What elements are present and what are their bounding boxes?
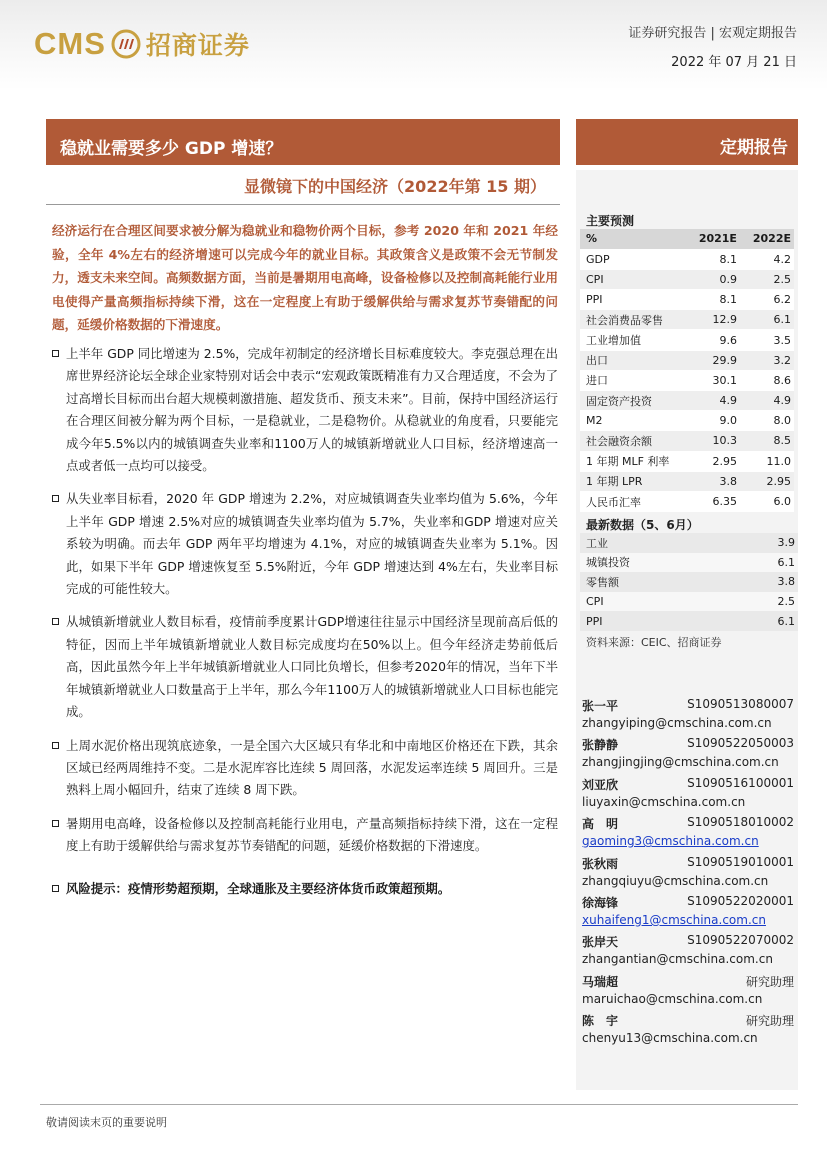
analyst-name: 高 明 <box>582 817 619 832</box>
table-row: 零售额 3.8 <box>580 572 798 592</box>
analyst-email: zhangantian@cmschina.com.cn <box>582 952 773 967</box>
summary-paragraph: 经济运行在合理区间要求被分解为稳就业和稳物价两个目标，参考 2020 年和 2021 年经验，全年 4%左右的经济增速可以完成今年的就业目标。其政策含义是政策不会无节制发力，透支未来空间。高频数据方面，当前是暑期用电高峰，设备检修以及控制高耗能行业用电使得产量高频指标持续下滑，这在一定程度上有助于缓解供给与需求复苏节奏错配的问题，延缓价格数据的下滑速度。 <box>52 223 558 333</box>
report-date: 2022 年 07 月 21 日 <box>671 55 797 70</box>
analyst-list <box>582 697 794 1052</box>
analyst-name: 张秋雨 <box>582 856 619 871</box>
analyst-name: 张静静 <box>582 738 619 753</box>
table-row: 社会融资余额 10.3 8.5 <box>580 431 794 451</box>
risk-warning: 风险提示：疫情形势超预期，全球通胀及主要经济体货币政策超预期。 <box>52 878 558 900</box>
forecast-table <box>580 229 794 512</box>
logo-emblem-icon <box>111 29 141 59</box>
analyst-email: zhangjingjing@cmschina.com.cn <box>582 755 779 770</box>
analyst-email: liuyaxin@cmschina.com.cn <box>582 794 746 809</box>
analyst-id: S1090522020001 <box>687 893 794 908</box>
analyst-email: chenyu13@cmschina.com.cn <box>582 1031 758 1046</box>
table-row: 1 年期 MLF 利率 2.95 11.0 <box>580 451 794 471</box>
analyst-entry <box>582 697 794 736</box>
table-row: 城镇投资 6.1 <box>580 553 798 573</box>
analyst-entry <box>582 736 794 775</box>
table-row: GDP 8.1 4.2 <box>580 249 794 269</box>
table-row: 出口 29.9 3.2 <box>580 350 794 370</box>
analyst-id: S1090516100001 <box>687 775 794 790</box>
analyst-id: S1090522070002 <box>687 933 794 948</box>
analyst-email: zhangqiuyu@cmschina.com.cn <box>582 873 769 888</box>
table-row: 人民币汇率 6.35 6.0 <box>580 491 794 511</box>
analyst-role: 研究助理 <box>745 974 794 989</box>
analyst-role: 研究助理 <box>745 1014 794 1029</box>
bullet-item: 从失业率目标看，2020 年 GDP 增速为 2.2%，对应城镇调查失业率均值为 5.6%，今年上半年 GDP 增速 2.5%对应的城镇调查失业率均值为 5.7%，失业率和GDP 增速对应关系较为明确。而去年 GDP 两年平均增速为 4.1%，对应的城镇调查失业率为 5.1%。因此，如果下半年 GDP 增速恢复至 5.5%附近，今年 GDP 增速达到 4%左右，失业率目标完成的可能性较大。 <box>52 488 558 600</box>
analyst-entry <box>582 1012 794 1051</box>
bullet-item: 上半年 GDP 同比增速为 2.5%，完成年初制定的经济增长目标难度较大。李克强总理在出席世界经济论坛全球企业家特别对话会中表示“宏观政策既精准有力又合理适度，不会为了过高增长目标而出台超大规模刺激措施、超发货币、预支未来”。目前，保持中国经济运行在合理区间被分解为两个目标，一是稳就业，二是稳物价。从稳就业的角度看，只要能完成今年5.5%以内的城镇调查失业率和1100万人的城镇新增就业人口目标，经济增速高一点或者低一点均可以接受。 <box>52 343 558 477</box>
footer-divider <box>40 1104 798 1105</box>
analyst-entry <box>582 815 794 854</box>
header-meta <box>628 22 797 70</box>
table-row: PPI 8.1 6.2 <box>580 290 794 310</box>
analyst-entry <box>582 776 794 815</box>
analyst-email: zhangyiping@cmschina.com.cn <box>582 716 772 730</box>
bullet-square-icon <box>52 885 59 892</box>
analyst-email: maruichao@cmschina.com.cn <box>582 991 763 1006</box>
table-row: 工业增加值 9.6 3.5 <box>580 330 794 350</box>
report-tag: 定期报告 <box>576 119 798 165</box>
analyst-name: 陈 宇 <box>582 1014 619 1029</box>
analyst-id: S1090518010002 <box>687 815 794 830</box>
title-divider <box>46 204 560 205</box>
logo-latin: CMS <box>34 26 106 61</box>
logo-chinese: 招商证券 <box>145 31 250 60</box>
table-row: 固定资产投资 4.9 4.9 <box>580 391 794 411</box>
table-row: 进口 30.1 8.6 <box>580 370 794 390</box>
analyst-id: S1090522050003 <box>687 736 794 751</box>
report-type: 证券研究报告 | 宏观定期报告 <box>628 26 797 41</box>
analyst-name: 徐海锋 <box>582 895 619 910</box>
table-row: 1 年期 LPR 3.8 2.95 <box>580 471 794 491</box>
analyst-id: S1090513080007 <box>687 697 794 711</box>
table-row: CPI 0.9 2.5 <box>580 269 794 289</box>
table-row: 社会消费品零售 12.9 6.1 <box>580 310 794 330</box>
analyst-id: S1090519010001 <box>687 854 794 869</box>
bullet-square-icon <box>52 618 59 625</box>
analyst-entry <box>582 973 794 1012</box>
analyst-entry <box>582 855 794 894</box>
analyst-name: 刘亚欣 <box>582 777 619 792</box>
data-source: 资料来源：CEIC、招商证券 <box>586 636 722 649</box>
table-row: CPI 2.5 <box>580 592 798 612</box>
bullet-square-icon <box>52 742 59 749</box>
analyst-entry <box>582 894 794 933</box>
bullet-square-icon <box>52 820 59 827</box>
company-logo <box>34 24 250 64</box>
footer-note: 敬请阅读末页的重要说明 <box>46 1116 167 1129</box>
bullet-square-icon <box>52 350 59 357</box>
forecast-title: 主要预测 <box>586 214 635 228</box>
bullet-list <box>52 343 558 911</box>
analyst-email-link[interactable]: xuhaifeng1@cmschina.com.cn <box>582 912 766 927</box>
report-title: 稳就业需要多少 GDP 增速？ <box>46 119 560 165</box>
analyst-name: 张一平 <box>582 699 619 713</box>
bullet-square-icon <box>52 495 59 502</box>
forecast-header-row: % 2021E 2022E <box>580 229 794 249</box>
analyst-name: 马瑞超 <box>582 974 619 989</box>
bullet-item: 从城镇新增就业人数目标看，疫情前季度累计GDP增速往往显示中国经济呈现前高后低的特征，因而上半年城镇新增就业人数目标完成度均在50%以上。但今年经济走势前低后高，因此虽然今年上半年城镇新增就业人口同比负增长，但参考2020年的情况，当年下半年城镇新增就业人口数量高于上半年，那么今年1100万人的城镇新增就业人口目标也能完成。 <box>52 611 558 723</box>
table-row: M2 9.0 8.0 <box>580 411 794 431</box>
bullet-item: 暑期用电高峰，设备检修以及控制高耗能行业用电，产量高频指标持续下滑，这在一定程度上有助于缓解供给与需求复苏节奏错配的问题，延缓价格数据的下滑速度。 <box>52 813 558 858</box>
table-row: 工业 3.9 <box>580 533 798 553</box>
bullet-item: 上周水泥价格出现筑底迹象，一是全国六大区域只有华北和中南地区价格还在下跌，其余区域已经两周维持不变。二是水泥库容比连续 5 周回落，水泥发运率连续 5 周回升。三是熟料上周小幅回升，结束了连续 8 周下跌。 <box>52 735 558 802</box>
latest-data-title: 最新数据（5、6月） <box>586 518 699 532</box>
report-subtitle: 显微镜下的中国经济（2022年第 15 期） <box>244 177 546 196</box>
analyst-name: 张岸天 <box>582 935 619 950</box>
analyst-email-link[interactable]: gaoming3@cmschina.com.cn <box>582 834 759 849</box>
latest-data-table <box>580 533 798 631</box>
table-row: PPI 6.1 <box>580 611 798 631</box>
analyst-entry <box>582 933 794 972</box>
